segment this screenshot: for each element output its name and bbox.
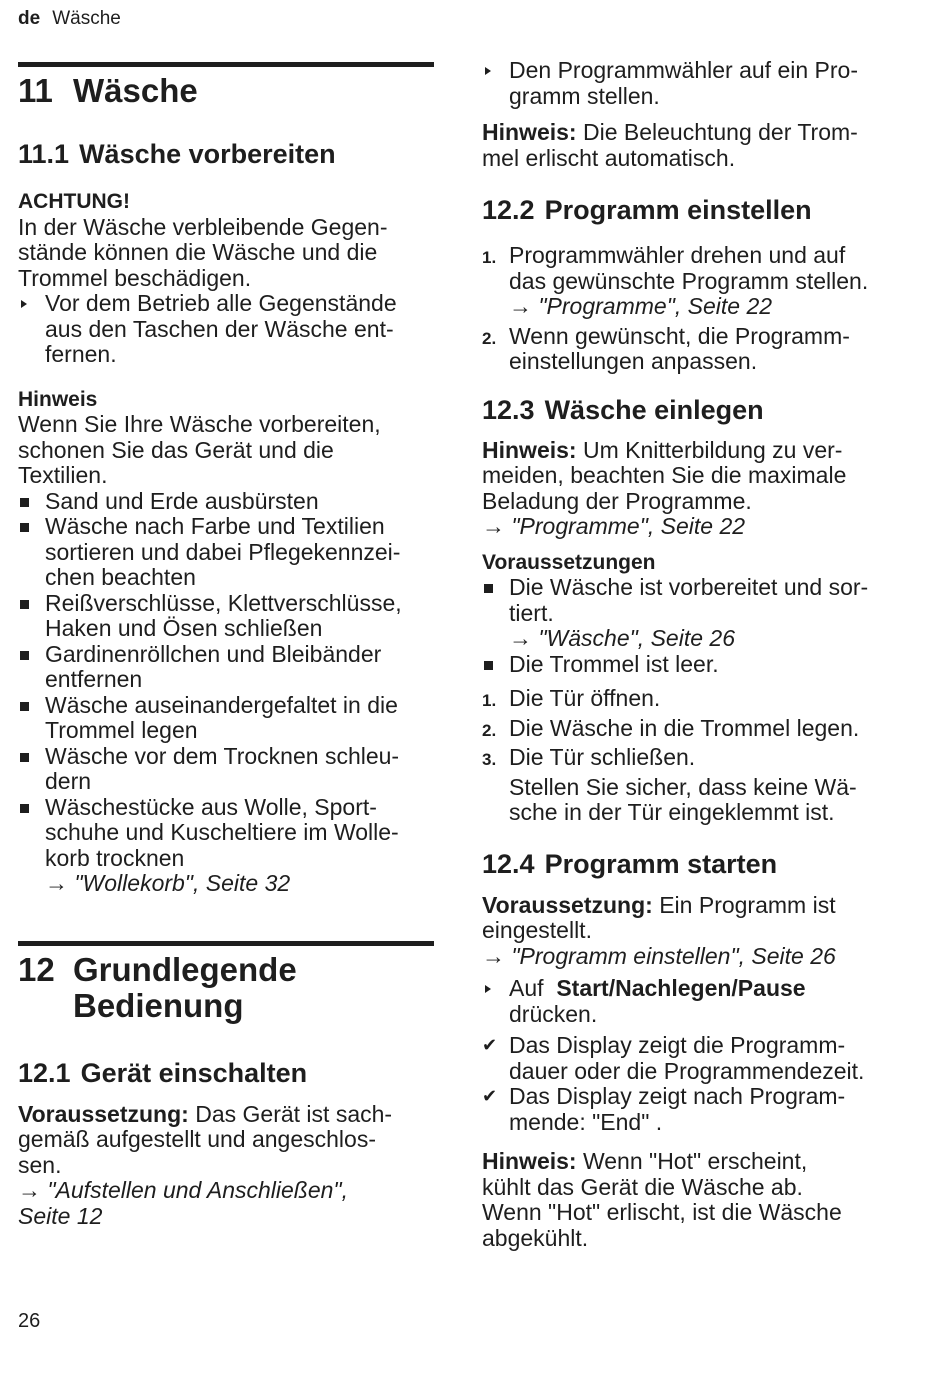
steps-list xyxy=(482,686,902,771)
note-text: Wenn Sie Ihre Wäsche vorbereiten, schonen Sie das Gerät und die Textilien. xyxy=(18,411,381,488)
cross-reference: → "Wollekorb", Seite 32 xyxy=(45,870,291,896)
cross-reference: → "Aufstellen und Anschließen", xyxy=(18,1177,348,1203)
section-12-1-title: 12.1 Gerät einschalten xyxy=(18,1057,308,1088)
steps-list xyxy=(482,243,902,375)
warning-block xyxy=(18,189,434,368)
note-label: Hinweis xyxy=(18,387,98,411)
cross-reference: → "Programme", Seite 22 xyxy=(509,293,773,319)
list-item: Wäsche vor dem Trocknen schleu- dern xyxy=(18,744,434,795)
bullet-square-icon xyxy=(20,753,29,762)
list-item: Wäsche auseinandergefaltet in die Trommel legen xyxy=(18,693,434,744)
list-item: 2. Wenn gewünscht, die Programm- einstellungen anpassen. xyxy=(482,322,850,374)
prerequisites-list xyxy=(482,575,902,677)
bullet-square-icon xyxy=(20,702,29,711)
list-item: 3. Die Tür schließen. xyxy=(482,744,696,770)
button-name: Start/Nachlegen/Pause xyxy=(556,975,806,1001)
cross-reference: → "Programme", Seite 22 xyxy=(482,513,746,539)
prerequisite-text: Voraussetzung: Ein Programm ist eingestellt. → "Programm einstellen", Seite 26 xyxy=(482,891,836,969)
section-12-4-title: 12.4 Programm starten xyxy=(482,848,778,879)
cross-reference: → "Programm einstellen", Seite 26 xyxy=(482,942,836,969)
list-item: 1. Programmwähler drehen und auf das gewünschte Programm stellen. → "Programme", Seite 22 xyxy=(482,242,869,319)
preparation-list xyxy=(18,489,434,897)
action-step: Auf Start/Nachlegen/Pause drücken. xyxy=(482,976,902,1027)
warning-label: ACHTUNG! xyxy=(18,190,130,213)
action-step: Den Programmwähler auf ein Pro- gramm stellen. xyxy=(482,58,902,109)
warning-text: In der Wäsche verbleibende Gegen- stände können die Wäsche und die Trommel beschädigen. xyxy=(18,213,388,291)
chapter-rule xyxy=(18,62,434,67)
step-result-note: Stellen Sie sicher, dass keine Wä- sche in der Tür eingeklemmt ist. xyxy=(509,773,857,825)
bullet-square-icon xyxy=(20,804,29,813)
right-column xyxy=(482,0,902,1251)
action-arrow-icon xyxy=(485,67,491,75)
cross-reference: → "Wäsche", Seite 26 xyxy=(509,625,735,651)
bullet-square-icon xyxy=(20,523,29,532)
note-text: Hinweis: Die Beleuchtung der Trom- mel erlischt automatisch. xyxy=(482,119,858,171)
cross-reference: Seite 12 xyxy=(18,1202,103,1229)
list-item: Wäsche nach Farbe und Textilien sortieren und dabei Pflegekennzei- chen beachten xyxy=(18,514,434,591)
bullet-square-icon xyxy=(484,584,493,593)
bullet-square-icon xyxy=(20,651,29,660)
note-block xyxy=(18,387,434,897)
page-number: 26 xyxy=(18,1310,41,1332)
list-item: ✔ Das Display zeigt die Programm- dauer oder die Programmendezeit. xyxy=(482,1032,865,1084)
section-12-3-title: 12.3 Wäsche einlegen xyxy=(482,394,764,425)
section-11-1-title: 11.1 Wäsche vorbereiten xyxy=(18,139,336,169)
list-item: 2. Die Wäsche in die Trommel legen. xyxy=(482,714,860,741)
list-item: Die Wäsche ist vorbereitet und sor- tiert. → "Wäsche", Seite 26 xyxy=(482,575,902,652)
action-arrow-icon xyxy=(485,985,491,993)
list-item: ✔ Das Display zeigt nach Program- mende: "End" . xyxy=(482,1083,846,1135)
prerequisites-label: Voraussetzungen xyxy=(482,550,656,574)
left-column xyxy=(18,0,434,1229)
prerequisite-text: Voraussetzung: Das Gerät ist sach- gemäß aufgestellt und angeschlos- sen. → "Aufstellen und Anschließen", Seite 12 xyxy=(18,1100,393,1229)
bullet-square-icon xyxy=(484,661,493,670)
results-list xyxy=(482,1033,902,1135)
list-item: Gardinenröllchen und Bleibänder entfernen xyxy=(18,642,434,693)
check-icon: ✔ xyxy=(482,1035,498,1055)
action-arrow-icon xyxy=(21,300,27,308)
list-item: Sand und Erde ausbürsten xyxy=(18,489,434,515)
bullet-square-icon xyxy=(20,600,29,609)
language-code: de xyxy=(18,8,41,29)
note-text: Hinweis: Wenn "Hot" erscheint, kühlt das Gerät die Wäsche ab. Wenn "Hot" erlischt, ist die Wäsche abgekühlt. xyxy=(482,1148,842,1251)
warning-action: Vor dem Betrieb alle Gegenstände aus den Taschen der Wäsche ent- fernen. xyxy=(18,291,434,368)
chapter-12-title: 12 Grundlegende Bedienung xyxy=(18,950,297,1024)
list-item: Wäschestücke aus Wolle, Sport- schuhe und Kuscheltiere im Wolle- korb trocknen → "Wollekorb", Seite 32 xyxy=(18,795,434,897)
section-12-2-title: 12.2 Programm einstellen xyxy=(482,195,812,225)
chapter-11-title: 11 Wäsche xyxy=(18,72,198,109)
list-item: Die Trommel ist leer. xyxy=(482,652,902,678)
check-icon: ✔ xyxy=(482,1086,498,1106)
chapter-rule xyxy=(18,941,434,946)
note-text: Hinweis: Um Knitterbildung zu ver- meiden, beachten Sie die maximale Beladung der Programme. → "Programme", Seite 22 xyxy=(482,436,847,539)
list-item: Reißverschlüsse, Klettverschlüsse, Haken und Ösen schließen xyxy=(18,591,434,642)
header-section: Wäsche xyxy=(52,8,121,29)
bullet-square-icon xyxy=(20,498,29,507)
list-item: 1. Die Tür öffnen. xyxy=(482,685,661,711)
